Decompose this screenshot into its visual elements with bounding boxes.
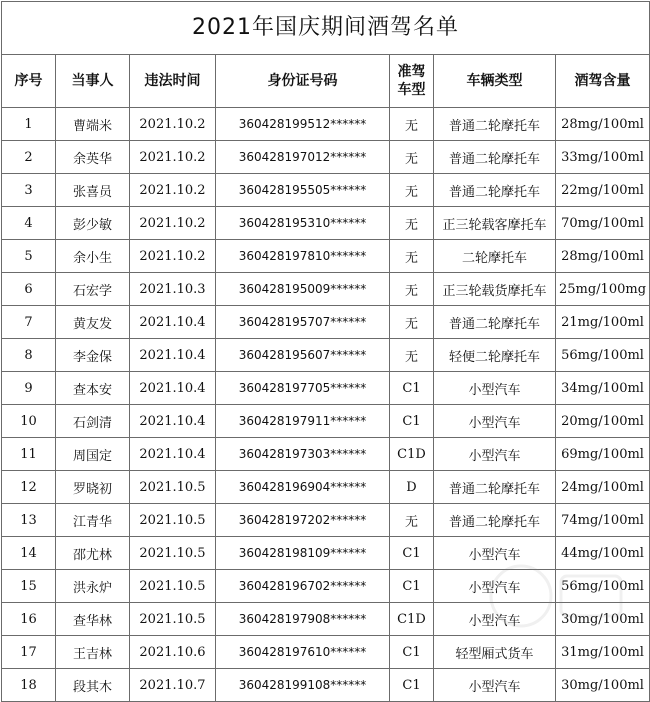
cell-license: C1D: [390, 438, 434, 471]
cell-name: 石剑清: [56, 405, 130, 438]
cell-id: 360428199512******: [216, 108, 390, 141]
cell-id: 360428197810******: [216, 240, 390, 273]
cell-id: 360428195505******: [216, 174, 390, 207]
cell-date: 2021.10.2: [130, 174, 216, 207]
table-row: [2, 141, 650, 174]
cell-date: 2021.10.6: [130, 636, 216, 669]
cell-id: 360428195009******: [216, 273, 390, 306]
header-row: [2, 55, 650, 108]
cell-date: 2021.10.2: [130, 108, 216, 141]
table-row: [2, 372, 650, 405]
cell-vehicle: 小型汽车: [434, 405, 556, 438]
cell-date: 2021.10.5: [130, 570, 216, 603]
cell-no: 13: [2, 504, 56, 537]
cell-no: 9: [2, 372, 56, 405]
cell-no: 12: [2, 471, 56, 504]
cell-vehicle: 轻型厢式货车: [434, 636, 556, 669]
cell-id: 360428195607******: [216, 339, 390, 372]
cell-name: 石宏学: [56, 273, 130, 306]
cell-no: 15: [2, 570, 56, 603]
cell-alcohol: 74mg/100ml: [556, 504, 650, 537]
cell-date: 2021.10.2: [130, 141, 216, 174]
header-vehicle: 车辆类型: [434, 55, 556, 108]
cell-id: 360428197610******: [216, 636, 390, 669]
cell-no: 10: [2, 405, 56, 438]
cell-name: 黄友发: [56, 306, 130, 339]
cell-alcohol: 33mg/100ml: [556, 141, 650, 174]
cell-date: 2021.10.7: [130, 669, 216, 702]
table-row: [2, 438, 650, 471]
cell-id: 360428197705******: [216, 372, 390, 405]
cell-vehicle: 小型汽车: [434, 669, 556, 702]
cell-name: 余小生: [56, 240, 130, 273]
table-row: [2, 240, 650, 273]
cell-license: 无: [390, 339, 434, 372]
cell-license: C1: [390, 537, 434, 570]
drunk-driving-table: [1, 1, 650, 702]
cell-license: C1: [390, 636, 434, 669]
cell-date: 2021.10.4: [130, 339, 216, 372]
cell-license: 无: [390, 240, 434, 273]
cell-license: 无: [390, 306, 434, 339]
cell-license: 无: [390, 273, 434, 306]
header-license-line2: 车型: [397, 82, 426, 98]
cell-no: 11: [2, 438, 56, 471]
cell-date: 2021.10.5: [130, 504, 216, 537]
cell-no: 17: [2, 636, 56, 669]
table-row: [2, 306, 650, 339]
table-row: [2, 603, 650, 636]
cell-date: 2021.10.4: [130, 438, 216, 471]
cell-alcohol: 24mg/100ml: [556, 471, 650, 504]
cell-name: 洪永炉: [56, 570, 130, 603]
cell-license: 无: [390, 504, 434, 537]
cell-no: 8: [2, 339, 56, 372]
cell-vehicle: 小型汽车: [434, 372, 556, 405]
cell-date: 2021.10.5: [130, 603, 216, 636]
drunk-driving-list-sheet: [1, 1, 649, 701]
header-id: 身份证号码: [216, 55, 390, 108]
table-row: [2, 570, 650, 603]
cell-vehicle: 普通二轮摩托车: [434, 174, 556, 207]
cell-license: 无: [390, 207, 434, 240]
cell-date: 2021.10.4: [130, 372, 216, 405]
cell-id: 360428196702******: [216, 570, 390, 603]
cell-name: 彭少敏: [56, 207, 130, 240]
cell-license: 无: [390, 141, 434, 174]
cell-vehicle: 普通二轮摩托车: [434, 306, 556, 339]
cell-vehicle: 轻便二轮摩托车: [434, 339, 556, 372]
cell-vehicle: 小型汽车: [434, 537, 556, 570]
cell-alcohol: 56mg/100ml: [556, 339, 650, 372]
cell-alcohol: 28mg/100ml: [556, 108, 650, 141]
table-row: [2, 174, 650, 207]
cell-license: D: [390, 471, 434, 504]
cell-alcohol: 28mg/100ml: [556, 240, 650, 273]
cell-name: 李金保: [56, 339, 130, 372]
cell-id: 360428197012******: [216, 141, 390, 174]
cell-id: 360428195707******: [216, 306, 390, 339]
cell-license: C1: [390, 669, 434, 702]
cell-vehicle: 正三轮载客摩托车: [434, 207, 556, 240]
cell-no: 2: [2, 141, 56, 174]
cell-alcohol: 34mg/100ml: [556, 372, 650, 405]
cell-vehicle: 正三轮载货摩托车: [434, 273, 556, 306]
header-license-line1: 准驾: [397, 64, 426, 80]
cell-name: 罗晓初: [56, 471, 130, 504]
cell-no: 4: [2, 207, 56, 240]
cell-date: 2021.10.4: [130, 405, 216, 438]
cell-no: 16: [2, 603, 56, 636]
table-row: [2, 471, 650, 504]
table-row: [2, 339, 650, 372]
cell-license: 无: [390, 174, 434, 207]
cell-name: 江青华: [56, 504, 130, 537]
cell-id: 360428197303******: [216, 438, 390, 471]
cell-vehicle: 普通二轮摩托车: [434, 471, 556, 504]
cell-vehicle: 小型汽车: [434, 570, 556, 603]
cell-id: 360428197908******: [216, 603, 390, 636]
cell-date: 2021.10.3: [130, 273, 216, 306]
cell-license: C1: [390, 405, 434, 438]
cell-id: 360428198109******: [216, 537, 390, 570]
cell-name: 王吉林: [56, 636, 130, 669]
cell-id: 360428199108******: [216, 669, 390, 702]
cell-no: 5: [2, 240, 56, 273]
cell-alcohol: 30mg/100ml: [556, 603, 650, 636]
cell-name: 张喜员: [56, 174, 130, 207]
cell-no: 3: [2, 174, 56, 207]
cell-no: 18: [2, 669, 56, 702]
table-row: [2, 273, 650, 306]
table-row: [2, 504, 650, 537]
cell-name: 查华林: [56, 603, 130, 636]
cell-name: 邵尤林: [56, 537, 130, 570]
cell-license: C1: [390, 372, 434, 405]
cell-no: 1: [2, 108, 56, 141]
cell-alcohol: 20mg/100ml: [556, 405, 650, 438]
page-title: 2021年国庆期间酒驾名单: [2, 2, 650, 55]
cell-name: 余英华: [56, 141, 130, 174]
cell-alcohol: 25mg/100mg: [556, 273, 650, 306]
cell-alcohol: 56mg/100ml: [556, 570, 650, 603]
cell-date: 2021.10.5: [130, 537, 216, 570]
cell-name: 曹端米: [56, 108, 130, 141]
cell-name: 周国定: [56, 438, 130, 471]
cell-no: 14: [2, 537, 56, 570]
table-row: [2, 405, 650, 438]
cell-date: 2021.10.5: [130, 471, 216, 504]
cell-alcohol: 21mg/100ml: [556, 306, 650, 339]
table-body: [2, 108, 650, 702]
cell-alcohol: 70mg/100ml: [556, 207, 650, 240]
cell-alcohol: 22mg/100ml: [556, 174, 650, 207]
table-row: [2, 108, 650, 141]
table-row: [2, 669, 650, 702]
cell-date: 2021.10.2: [130, 207, 216, 240]
cell-license: C1D: [390, 603, 434, 636]
header-no: 序号: [2, 55, 56, 108]
cell-no: 6: [2, 273, 56, 306]
cell-name: 查本安: [56, 372, 130, 405]
cell-date: 2021.10.4: [130, 306, 216, 339]
cell-vehicle: 二轮摩托车: [434, 240, 556, 273]
cell-vehicle: 普通二轮摩托车: [434, 504, 556, 537]
cell-alcohol: 44mg/100ml: [556, 537, 650, 570]
cell-alcohol: 69mg/100ml: [556, 438, 650, 471]
header-name: 当事人: [56, 55, 130, 108]
cell-vehicle: 小型汽车: [434, 603, 556, 636]
table-row: [2, 537, 650, 570]
cell-vehicle: 普通二轮摩托车: [434, 141, 556, 174]
cell-id: 360428197202******: [216, 504, 390, 537]
cell-license: 无: [390, 108, 434, 141]
header-alcohol: 酒驾含量: [556, 55, 650, 108]
cell-vehicle: 普通二轮摩托车: [434, 108, 556, 141]
cell-name: 段其木: [56, 669, 130, 702]
cell-license: C1: [390, 570, 434, 603]
cell-date: 2021.10.2: [130, 240, 216, 273]
table-row: [2, 636, 650, 669]
cell-alcohol: 31mg/100ml: [556, 636, 650, 669]
header-date: 违法时间: [130, 55, 216, 108]
cell-no: 7: [2, 306, 56, 339]
cell-id: 360428195310******: [216, 207, 390, 240]
cell-id: 360428197911******: [216, 405, 390, 438]
cell-id: 360428196904******: [216, 471, 390, 504]
cell-vehicle: 小型汽车: [434, 438, 556, 471]
cell-alcohol: 30mg/100ml: [556, 669, 650, 702]
header-license: [390, 55, 434, 108]
table-row: [2, 207, 650, 240]
